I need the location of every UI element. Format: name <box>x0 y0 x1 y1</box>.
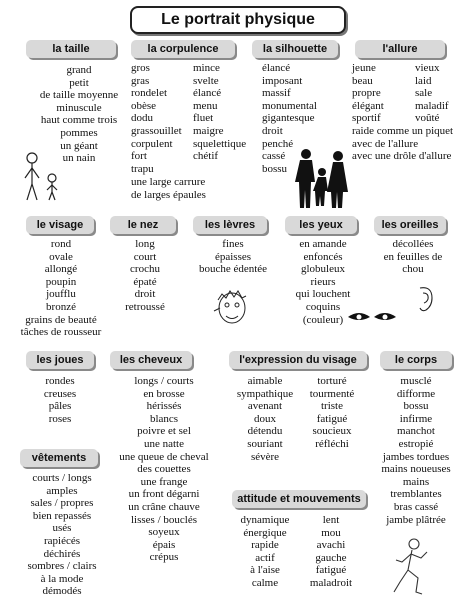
list-vetements <box>14 472 110 598</box>
list-item: petit <box>69 76 89 89</box>
list-nez <box>110 238 180 314</box>
list-item: obèse <box>131 99 157 112</box>
list-visage <box>6 238 116 339</box>
list-item: fort <box>131 150 147 163</box>
list-item: détendu <box>247 425 283 438</box>
list-item: un géant <box>60 139 98 152</box>
list-item: épaté <box>133 275 157 288</box>
list-item: décollées <box>392 238 434 250</box>
list-item: propre <box>352 87 381 100</box>
list-item: court <box>133 250 157 263</box>
list-item: manchot <box>397 425 435 438</box>
list-item: avachi <box>316 539 346 552</box>
header-corpulence: la corpulence <box>131 40 235 58</box>
list-item: bien repassés <box>32 509 92 522</box>
list-item: rondelet <box>131 87 168 100</box>
list-item: rapide <box>251 539 279 552</box>
list-item: chétif <box>193 150 219 163</box>
header-levres: les lèvres <box>193 216 267 234</box>
list-item: épaisses <box>214 250 252 263</box>
list-item: dynamique <box>240 514 290 526</box>
list-item: fatigué <box>315 564 347 577</box>
list-item: actif <box>255 551 275 564</box>
list-joues <box>20 375 100 425</box>
list-item: musclé <box>400 375 432 387</box>
header-vetements: vêtements <box>20 449 98 467</box>
list-item: beau <box>352 74 373 87</box>
list-item: fluet <box>193 112 214 125</box>
page-title: Le portrait physique <box>130 6 346 34</box>
header-nez: le nez <box>110 216 176 234</box>
list-item: jambe plâtrée <box>386 513 446 526</box>
list-corpulence-col2 <box>193 62 253 163</box>
list-item: raide comme un piquet <box>352 125 454 137</box>
list-item: menu <box>193 99 218 112</box>
list-item: en brosse <box>143 387 185 400</box>
list-item: jeune <box>352 62 376 74</box>
list-item: souriant <box>247 437 283 450</box>
list-expression-col1 <box>228 375 302 463</box>
list-item: tâches de rousseur <box>20 326 102 339</box>
header-joues: les joues <box>26 351 94 369</box>
list-item: coquins <box>305 300 341 313</box>
list-item: sportif <box>352 112 381 125</box>
list-item: en feuilles de <box>383 250 443 263</box>
list-item: énergique <box>243 526 287 539</box>
list-item: grassouillet <box>131 124 182 137</box>
list-item: déchirés <box>43 547 81 560</box>
list-item: poivre et sel <box>137 425 191 438</box>
list-item: bouche édentée <box>198 263 268 276</box>
list-allure-col1 <box>352 62 412 125</box>
header-corps: le corps <box>380 351 452 369</box>
list-allure-col2 <box>415 62 465 125</box>
list-item: squelettique <box>193 137 247 150</box>
header-cheveux: les cheveux <box>110 351 192 369</box>
list-item: sales / propres <box>30 497 94 510</box>
list-item: creuses <box>43 387 77 400</box>
list-item: imposant <box>262 74 303 87</box>
list-item: mains <box>402 475 430 488</box>
list-corpulence-extra <box>131 176 251 201</box>
list-expression-col2 <box>300 375 364 451</box>
header-expression: l'expression du visage <box>229 351 367 369</box>
runner-drawing-icon <box>390 536 436 600</box>
list-item: voûté <box>415 112 440 125</box>
list-oreilles <box>372 238 454 276</box>
list-item: poupin <box>45 275 77 288</box>
list-item: en amande <box>299 238 347 250</box>
list-item: mains noueuses <box>381 463 451 476</box>
list-item: une natte <box>143 437 184 450</box>
list-item: tourmenté <box>309 387 355 400</box>
list-item: qui louchent <box>295 288 351 301</box>
list-item: roses <box>48 412 72 425</box>
list-item: vieux <box>415 62 440 74</box>
list-item: joufflu <box>46 288 76 301</box>
list-item: un front dégarni <box>128 488 200 501</box>
list-item: de taille moyenne <box>39 89 119 102</box>
list-allure-extra <box>352 125 472 163</box>
list-item: rapiécés <box>43 534 81 547</box>
list-item: grains de beauté <box>25 313 97 326</box>
list-item: triste <box>321 400 343 413</box>
header-silhouette: la silhouette <box>252 40 338 58</box>
list-item: gros <box>131 62 150 74</box>
list-item: avenant <box>247 400 283 413</box>
list-item: maladroit <box>309 576 353 589</box>
list-item: réfléchi <box>315 437 349 450</box>
list-item: trapu <box>131 162 154 175</box>
list-item: soyeux <box>148 526 180 539</box>
list-item: élancé <box>193 87 222 100</box>
header-yeux: les yeux <box>285 216 357 234</box>
list-levres <box>185 238 281 276</box>
list-item: tremblantes <box>390 488 442 501</box>
list-item: courts / longs <box>32 472 92 484</box>
list-item: une frange <box>140 475 188 488</box>
list-item: pommes <box>60 126 98 139</box>
list-item: haut comme trois <box>40 114 118 127</box>
list-item: crochu <box>130 263 160 276</box>
people-height-icon <box>22 148 62 208</box>
list-item: de larges épaules <box>131 188 206 201</box>
eyes-drawing-icon <box>346 308 398 326</box>
list-item: épais <box>152 538 176 551</box>
list-item: sombres / clairs <box>27 560 97 573</box>
list-item: lisses / bouclés <box>131 513 197 526</box>
list-item: une queue de cheval <box>119 450 209 463</box>
list-item: (couleur) <box>302 313 344 326</box>
header-taille: la taille <box>26 40 116 58</box>
list-item: élégant <box>352 99 384 112</box>
list-item: dodu <box>131 112 153 125</box>
ear-drawing-icon <box>414 284 436 314</box>
list-item: laid <box>415 74 432 87</box>
list-item: cassé <box>262 150 286 163</box>
list-item: avec une drôle d'allure <box>352 150 452 163</box>
list-item: rond <box>50 238 72 250</box>
list-item: avec de l'allure <box>352 137 419 150</box>
list-item: blancs <box>149 412 179 425</box>
list-item: rondes <box>45 375 75 387</box>
header-allure: l'allure <box>355 40 445 58</box>
list-item: sale <box>415 87 433 100</box>
list-item: amples <box>46 484 78 497</box>
list-item: usés <box>52 522 72 535</box>
list-item: massif <box>262 87 291 100</box>
list-item: soucieux <box>312 425 352 438</box>
list-item: des couettes <box>137 463 191 476</box>
list-item: à la mode <box>40 572 84 585</box>
list-item: globuleux <box>301 263 345 276</box>
list-item: gras <box>131 74 150 87</box>
list-item: difforme <box>396 387 436 400</box>
list-item: maladif <box>415 99 449 112</box>
list-item: doux <box>254 412 276 425</box>
list-item: crépus <box>149 551 179 564</box>
list-item: long <box>135 238 155 250</box>
list-corpulence-col1 <box>131 62 191 175</box>
family-silhouette-icon <box>292 148 352 210</box>
list-item: bossu <box>403 400 429 413</box>
list-item: lent <box>322 514 340 526</box>
list-item: fatigué <box>316 412 348 425</box>
list-cheveux <box>106 375 222 564</box>
list-item: bras cassé <box>393 500 439 513</box>
list-item: élancé <box>262 62 291 74</box>
header-oreilles: les oreilles <box>374 216 446 234</box>
list-item: retroussé <box>125 300 165 313</box>
list-item: maigre <box>193 124 224 137</box>
list-item: rieurs <box>310 275 336 288</box>
list-item: bronzé <box>46 300 76 313</box>
list-item: grand <box>66 64 92 76</box>
list-item: aimable <box>247 375 283 387</box>
list-item: corpulent <box>131 137 173 150</box>
list-item: enfoncés <box>303 250 343 263</box>
list-item: démodés <box>42 585 82 598</box>
list-item: chou <box>402 263 424 276</box>
list-item: une large carrure <box>131 176 206 188</box>
list-attitude-col2 <box>298 514 364 590</box>
list-item: sympathique <box>236 387 294 400</box>
list-item: sévère <box>250 450 280 463</box>
list-item: un crâne chauve <box>128 500 200 513</box>
list-attitude-col1 <box>228 514 302 590</box>
list-item: jambes tordues <box>382 450 450 463</box>
list-item: calme <box>251 576 279 589</box>
list-item: un nain <box>62 152 96 165</box>
list-item: à l'aise <box>250 564 280 577</box>
list-item: mince <box>193 62 220 74</box>
list-item: gauche <box>315 551 347 564</box>
header-attitude: attitude et mouvements <box>232 490 366 508</box>
list-item: penché <box>262 137 294 150</box>
list-item: monumental <box>262 99 317 112</box>
list-item: bossu <box>262 162 288 175</box>
list-item: minuscule <box>56 101 102 114</box>
face-drawing-icon <box>212 286 252 328</box>
list-corps <box>372 375 460 526</box>
list-item: estropié <box>398 437 434 450</box>
list-item: infirme <box>399 412 433 425</box>
list-item: droit <box>262 124 283 137</box>
list-item: ovale <box>49 250 73 263</box>
list-item: hérissés <box>146 400 182 413</box>
list-item: svelte <box>193 74 219 87</box>
list-item: torturé <box>317 375 347 387</box>
list-item: gigantesque <box>262 112 315 125</box>
list-item: mou <box>321 526 341 539</box>
list-item: allongé <box>44 263 78 276</box>
list-item: fines <box>222 238 244 250</box>
list-item: pâles <box>48 400 72 413</box>
header-visage: le visage <box>26 216 94 234</box>
list-item: longs / courts <box>134 375 194 387</box>
list-item: droit <box>134 288 156 301</box>
